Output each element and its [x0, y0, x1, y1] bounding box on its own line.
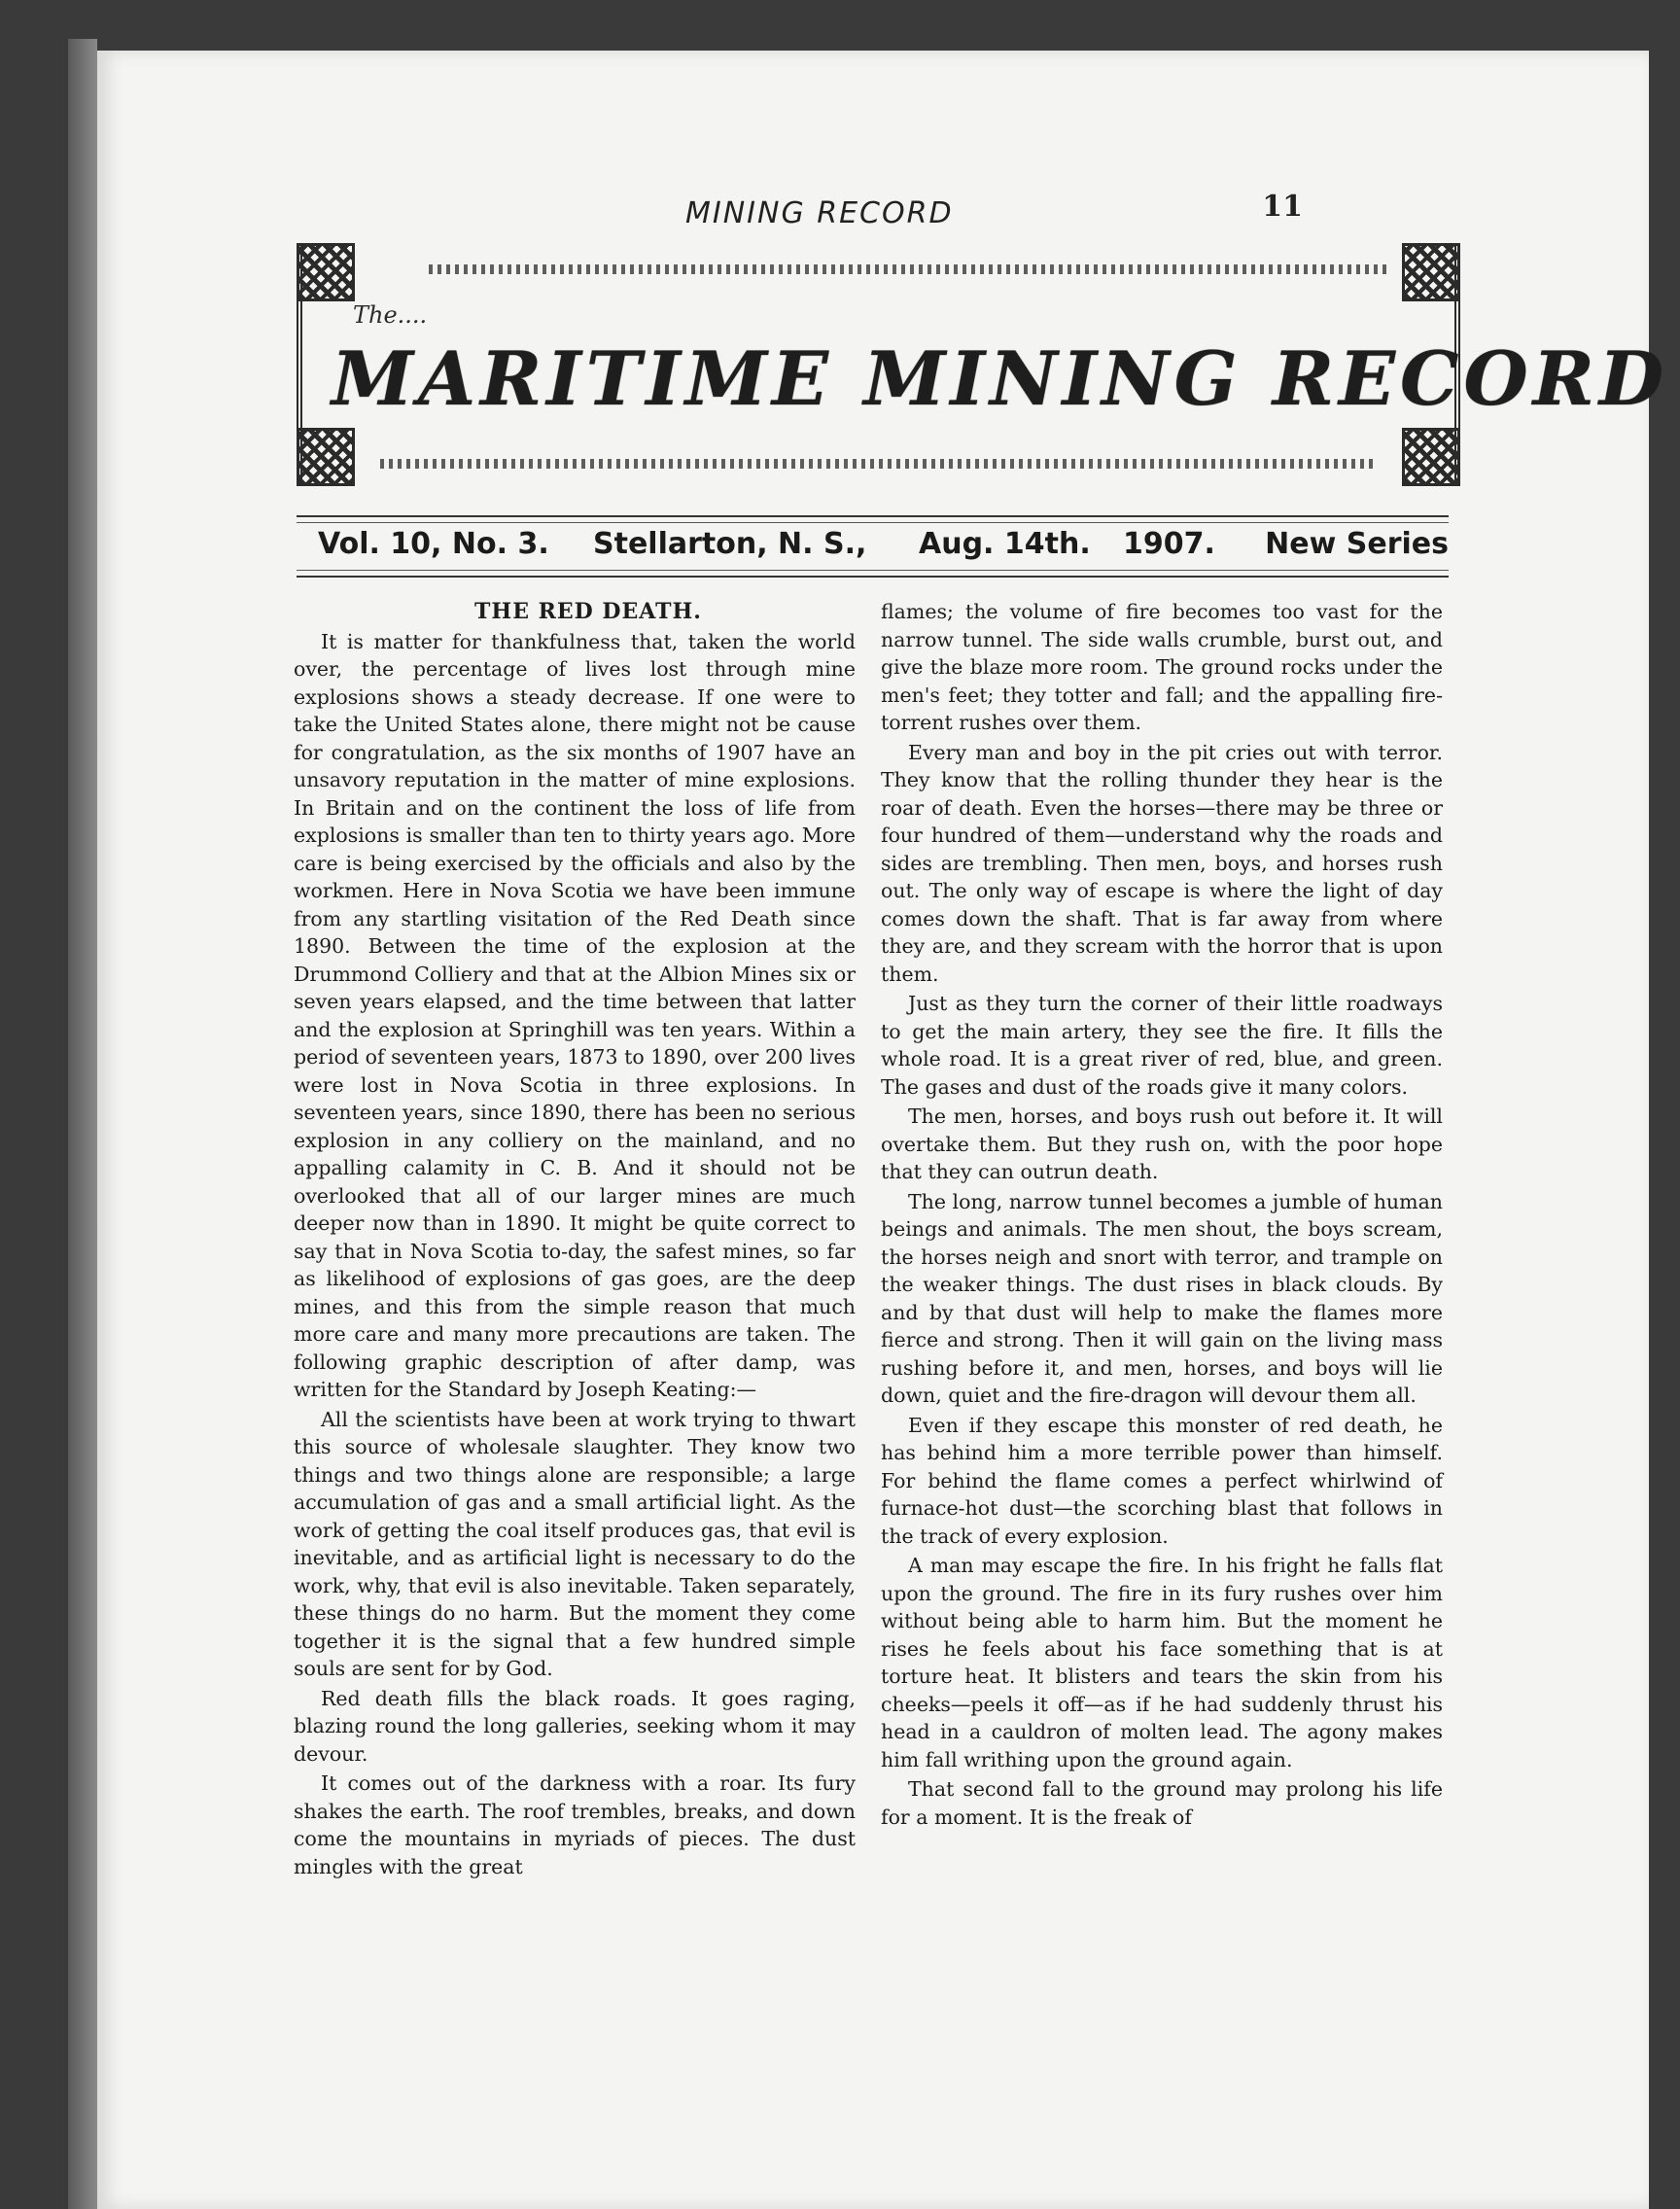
- article-paragraph: The long, narrow tunnel becomes a jumble of human beings and animals. The men shout, the boys scream, the horses neigh and snort with terror, and trample on the weaker things. The dust rises in black clouds. By and by that dust will help to make the flames more fierce and strong. Then it will gain on the living mass rushing before it, and men, horses, and boys will lie down, quiet and the fire-dragon will devour them all.: [881, 1189, 1443, 1407]
- article-paragraph: It comes out of the darkness with a roar. Its fury shakes the earth. The roof trembles, breaks, and down come the mountains in myriads of pieces. The dust mingles with the great: [294, 1771, 856, 1878]
- ornament-corner-icon: [297, 428, 355, 486]
- issue-date: Aug. 14th.: [919, 527, 1091, 561]
- article-paragraph: Even if they escape this monster of red death, he has behind him a more terrible power than himself. For behind the flame comes a perfect whirlwind of furnace-hot dust—the scorching blast that follows in the track of every explosion.: [881, 1413, 1443, 1548]
- masthead-the-label: The....: [353, 301, 428, 329]
- article-paragraph: That second fall to the ground may prolong his life for a moment. It is the freak of: [881, 1777, 1443, 1829]
- issue-year: 1907.: [1123, 527, 1215, 561]
- article-column-right: [881, 598, 1443, 1831]
- article-title: THE RED DEATH.: [474, 599, 702, 624]
- wavy-rule: [380, 459, 1377, 469]
- masthead: [297, 243, 1668, 486]
- article-paragraph: Every man and boy in the pit cries out with terror. They know that the rolling thunder they hear is the roar of death. Even the horses—there may be three or four hundred of them—understand why the roads and sides are trembling. Then men, boys, and horses rush out. The only way of escape is where the light of day comes down the shaft. That is far away from where they are, and they scream with the horror that is upon them.: [881, 740, 1443, 986]
- issue-place: Stellarton, N. S.,: [593, 527, 867, 561]
- ornament-corner-icon: [1402, 428, 1460, 486]
- article-paragraph: All the scientists have been at work trying to thwart this source of wholesale slaughter. They know two things and two things alone are responsible; a large accumulation of gas and a small artificial light. As the work of getting the coal itself produces gas, that evil is inevitable, and as artificial light is necessary to do the work, why, that evil is also inevitable. Taken separately, these things do no harm. But the moment they come together it is the signal that a few hundred simple souls are sent for by God.: [294, 1407, 856, 1680]
- issue-volume: Vol. 10, No. 3.: [318, 527, 549, 561]
- article-paragraph: flames; the volume of fire becomes too vast for the narrow tunnel. The side walls crumble, burst out, and give the blaze more room. The ground rocks under the men's feet; they totter and fall; and the appalling fire-torrent rushes over them.: [881, 600, 1443, 734]
- wavy-rule: [429, 264, 1386, 274]
- ornament-corner-icon: [297, 243, 355, 301]
- article-paragraph: Red death fills the black roads. It goes raging, blazing round the long galleries, seeking whom it may devour.: [294, 1686, 856, 1766]
- masthead-title: MARITIME MINING RECORD: [332, 335, 1668, 422]
- ornament-corner-icon: [1402, 243, 1460, 301]
- article-paragraph: The men, horses, and boys rush out before it. It will overtake them. But they rush on, with the poor hope that they can outrun death.: [881, 1104, 1443, 1183]
- running-header: [194, 146, 1303, 230]
- article-paragraph: Just as they turn the corner of their little roadways to get the main artery, they see the fire. It fills the whole road. It is a great river of red, blue, and green. The gases and dust of the roads give it many colors.: [881, 992, 1443, 1099]
- page-number: 11: [1262, 190, 1303, 224]
- binding-shadow: [68, 39, 97, 2209]
- issue-series: New Series: [1265, 527, 1449, 561]
- article-paragraph: It is matter for thankfulness that, taken the world over, the percentage of lives lost through mine explosions shows a steady decrease. If one were to take the United States alone, there might not be cause for congratulation, as the six months of 1907 have an unsavory reputation in the matter of mine explosions. In Britain and on the continent the loss of life from explosions is smaller than ten to thirty years ago. More care is being exercised by the officials and also by the workmen. Here in Nova Scotia we have been immune from any startling visitation of the Red Death since 1890. Between the time of the explosion at the Drummond Colliery and that at the Albion Mines six or seven years elapsed, and the time between that latter and the explosion at Springhill was ten years. Within a period of seventeen years, 1873 to 1890, over 200 lives were lost in Nova Scotia in three explosions. In seventeen years, since 1890, there has been no serious explosion in any colliery on the mainland, and no appalling calamity in C. B. And it should not be overlooked that all of our larger mines are much deeper now than in 1890. It might be quite correct to say that in Nova Scotia to-day, the safest mines, so far as likelihood of explosions of gas goes, are the deep mines, and this from the simple reason that much more care and many more precautions are taken. The following graphic description of after damp, was written for the Standard by Joseph Keating:—: [294, 629, 856, 1401]
- issue-line: [297, 515, 1449, 578]
- article-column-left: [294, 598, 856, 1880]
- running-title: MINING RECORD: [685, 196, 954, 230]
- article-paragraph: A man may escape the fire. In his fright he falls flat upon the ground. The fire in its fury rushes over him without being able to harm him. But the moment he rises he feels about his face something that is at torture heat. It blisters and tears the skin from his cheeks—peels it off—as if he had suddenly thrust his head in a cauldron of molten lead. The agony makes him fall writhing upon the ground again.: [881, 1554, 1443, 1771]
